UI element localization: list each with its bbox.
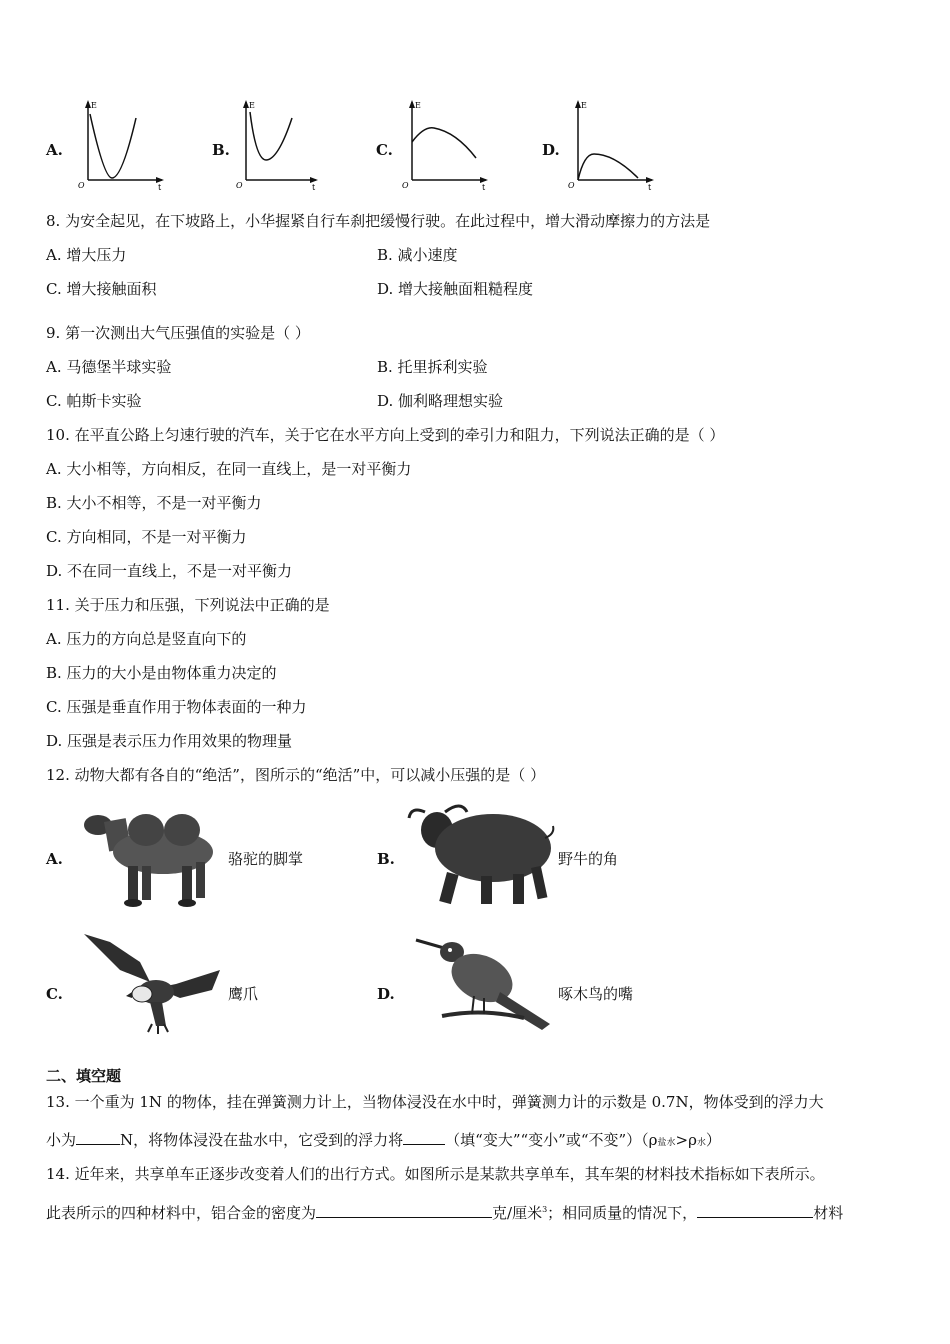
q13-line1: 13. 一个重为 1N 的物体，挂在弹簧测力计上，当物体浸没在水中时，弹簧测力计的示数是 0.7N，物体受到的浮力大: [46, 1093, 824, 1111]
q13-sub-water: 水: [696, 1138, 706, 1148]
q10-option-d: D. 不在同一直线上，不是一对平衡力: [46, 562, 293, 580]
q13-line2: [46, 1128, 721, 1153]
q14-sup: 3: [542, 1205, 548, 1214]
q9-option-c: C. 帕斯卡实验: [46, 392, 142, 410]
woodpecker-illustration: [412, 932, 554, 1040]
q12-option-b-text: 野牛的角: [558, 850, 619, 868]
q7-graph-b-y: E: [249, 101, 255, 110]
q14-line2: [46, 1200, 843, 1223]
eagle-illustration: [80, 932, 225, 1037]
q11-option-a: A. 压力的方向总是竖直向下的: [46, 630, 247, 648]
q11-stem: 11. 关于压力和压强，下列说法中正确的是: [46, 596, 330, 614]
camel-illustration: [78, 800, 223, 908]
q14-blank-1[interactable]: [316, 1201, 492, 1218]
q14-text-b: 克/厘米: [492, 1204, 543, 1222]
q7-graph-b-o: O: [236, 181, 243, 190]
q9-option-b: B. 托里拆利实验: [377, 358, 488, 376]
q12-option-d-text: 啄木鸟的嘴: [558, 985, 634, 1003]
q8-option-d: D. 增大接触面粗糙程度: [377, 280, 534, 298]
q7-graph-d-o: O: [568, 181, 575, 190]
q7-graph-d: [568, 98, 663, 193]
q12-stem: 12. 动物大都有各自的“绝活”，图所示的“绝活”中，可以减小压强的是（ ）: [46, 766, 546, 784]
q13-close: ）: [705, 1131, 721, 1149]
bull-illustration: [405, 798, 555, 908]
q13-blank-1[interactable]: [76, 1128, 120, 1145]
q10-option-a: A. 大小相等，方向相反，在同一直线上，是一对平衡力: [46, 460, 412, 478]
q7-graph-a-o: O: [78, 181, 85, 190]
q14-blank-2[interactable]: [697, 1201, 813, 1218]
q8-option-b: B. 减小速度: [377, 246, 458, 264]
q14-line1: 14. 近年来，共享单车正逐步改变着人们的出行方式。如图所示是某款共享单车，其车架的材料技术指标如下表所示。: [46, 1165, 825, 1183]
section2-title: 二、填空题: [46, 1067, 122, 1085]
q7-option-a-label: A.: [46, 141, 63, 159]
q11-option-b: B. 压力的大小是由物体重力决定的: [46, 664, 277, 682]
q14-text-a: 此表所示的四种材料中，铝合金的密度为: [46, 1204, 317, 1222]
q7-option-d-label: D.: [542, 141, 560, 159]
q8-stem: 8. 为安全起见，在下坡路上，小华握紧自行车刹把缓慢行驶。在此过程中，增大滑动摩擦力的方法是: [46, 212, 711, 230]
q12-option-c-label: C.: [46, 985, 63, 1003]
q7-graph-a-x: t: [158, 183, 162, 192]
q10-stem: 10. 在平直公路上匀速行驶的汽车，关于它在水平方向上受到的牵引力和阻力，下列说法正确的是（ ）: [46, 426, 725, 444]
q13-gt: >ρ: [675, 1131, 697, 1149]
q7-graph-d-y: E: [581, 101, 587, 110]
q13-sub-saltwater: 盐水: [657, 1138, 676, 1148]
q7-graph-c: [402, 98, 497, 193]
q9-option-a: A. 马德堡半球实验: [46, 358, 172, 376]
q7-graph-c-o: O: [402, 181, 409, 190]
q14-text-d: 材料: [813, 1204, 844, 1222]
q11-option-d: D. 压强是表示压力作用效果的物理量: [46, 732, 293, 750]
q7-option-b-label: B.: [212, 141, 230, 159]
q12-option-c-text: 鹰爪: [228, 985, 259, 1003]
q14-text-c: ；相同质量的情况下，: [547, 1204, 698, 1222]
q7-graph-d-x: t: [648, 183, 652, 192]
q7-graph-b-x: t: [312, 183, 316, 192]
q9-stem: 9. 第一次测出大气压强值的实验是（ ）: [46, 324, 310, 342]
q7-graph-a: [78, 98, 168, 193]
q7-option-c-label: C.: [376, 141, 393, 159]
q13-text-c: （填“变大”“变小”或“不变”）（ρ: [445, 1131, 658, 1149]
q10-option-b: B. 大小不相等，不是一对平衡力: [46, 494, 262, 512]
q13-text-b: N，将物体浸没在盐水中，它受到的浮力将: [120, 1131, 404, 1149]
q9-option-d: D. 伽利略理想实验: [377, 392, 504, 410]
q12-option-a-text: 骆驼的脚掌: [228, 850, 304, 868]
q8-option-a: A. 增大压力: [46, 246, 127, 264]
q11-option-c: C. 压强是垂直作用于物体表面的一种力: [46, 698, 307, 716]
q7-graph-c-x: t: [482, 183, 486, 192]
q7-graph-c-y: E: [415, 101, 421, 110]
q12-option-a-label: A.: [46, 850, 63, 868]
q7-graph-b: [236, 98, 326, 193]
q8-option-c: C. 增大接触面积: [46, 280, 157, 298]
q13-blank-2[interactable]: [403, 1128, 445, 1145]
q10-option-c: C. 方向相同，不是一对平衡力: [46, 528, 247, 546]
q13-text-a: 小为: [46, 1131, 77, 1149]
q12-option-d-label: D.: [377, 985, 395, 1003]
q7-graph-a-y: E: [91, 101, 97, 110]
q12-option-b-label: B.: [377, 850, 395, 868]
